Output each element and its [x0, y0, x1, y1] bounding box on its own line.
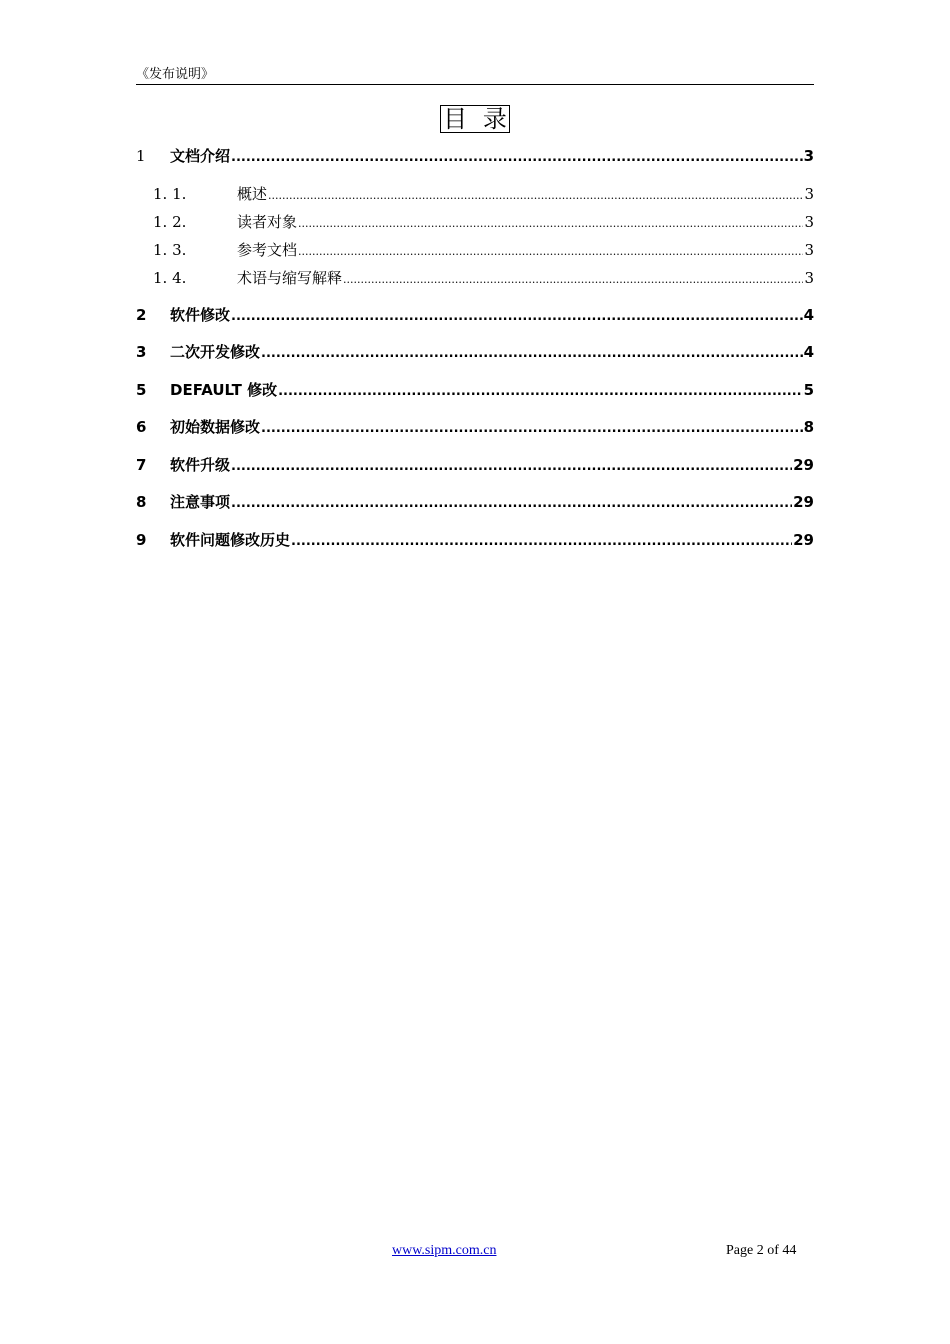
toc-entry-label[interactable]: 术语与缩写解释 — [237, 269, 343, 287]
toc-entry-number: 9 — [136, 531, 147, 549]
toc-entry-label[interactable]: 软件升级 — [170, 456, 231, 474]
toc-entry[interactable] — [136, 491, 814, 515]
toc-entry[interactable] — [136, 341, 814, 365]
toc-entry-page[interactable]: 4 — [803, 343, 814, 361]
toc-entry[interactable] — [136, 416, 814, 440]
toc-entry-number: 3 — [136, 343, 147, 361]
toc-entry[interactable] — [136, 304, 814, 328]
toc-entry[interactable] — [136, 211, 814, 235]
toc-entry-number: 1. 1. — [153, 185, 187, 203]
toc-entry-page[interactable]: 29 — [793, 456, 814, 474]
toc-entry-label[interactable]: DEFAULT 修改 — [170, 381, 278, 399]
toc-leader-dots — [231, 306, 803, 324]
toc-leader-dots — [231, 147, 803, 165]
toc-title-char-2: 录 — [482, 105, 507, 133]
toc-leader-dots — [298, 241, 803, 259]
toc-entry-page[interactable]: 3 — [804, 241, 814, 259]
toc-entry-page[interactable]: 3 — [804, 269, 814, 287]
toc-entry-label[interactable]: 文档介绍 — [170, 147, 231, 165]
toc-entry[interactable] — [136, 145, 814, 169]
toc-leader-dots — [231, 493, 792, 511]
toc-leader-dots — [278, 381, 802, 399]
toc-leader-dots — [298, 213, 803, 231]
toc-entry-label[interactable]: 概述 — [237, 185, 268, 203]
toc-entry[interactable] — [136, 529, 814, 553]
toc-entry-number: 6 — [136, 418, 147, 436]
toc-entry-page[interactable]: 4 — [803, 306, 814, 324]
toc-entry-page[interactable]: 29 — [793, 493, 814, 511]
toc-entry-page[interactable]: 3 — [804, 213, 814, 231]
toc-entry-label[interactable]: 读者对象 — [237, 213, 298, 231]
toc-entry-label[interactable]: 软件问题修改历史 — [170, 531, 291, 549]
toc-entry-number: 7 — [136, 456, 147, 474]
footer-website-link[interactable]: www.sipm.com.cn — [392, 1243, 497, 1258]
header-title: 《发布说明》 — [136, 67, 215, 82]
toc-entry-page[interactable]: 5 — [803, 381, 814, 399]
toc-leader-dots — [231, 456, 792, 474]
toc-entry[interactable] — [136, 267, 814, 291]
toc-entry-number: 1. 2. — [153, 213, 187, 231]
toc-entry-label[interactable]: 二次开发修改 — [170, 343, 261, 361]
toc-title-char-1: 目 — [443, 105, 468, 133]
toc-entry[interactable] — [136, 183, 814, 207]
toc-entry-number: 1. 3. — [153, 241, 187, 259]
toc-leader-dots — [343, 269, 803, 287]
toc-leader-dots — [261, 343, 803, 361]
toc-entry-number: 5 — [136, 381, 147, 399]
toc-entry-page[interactable]: 3 — [803, 147, 814, 165]
toc-entry-number: 8 — [136, 493, 147, 511]
footer-page-number: Page 2 of 44 — [726, 1243, 797, 1258]
toc-title — [440, 105, 510, 133]
toc-leader-dots — [268, 185, 803, 203]
toc-entry-page[interactable]: 29 — [793, 531, 814, 549]
toc-entry[interactable] — [136, 239, 814, 263]
toc-entry-number: 2 — [136, 306, 147, 324]
toc-title-wrap — [0, 105, 950, 133]
toc-entry-number: 1 — [136, 147, 146, 165]
toc-entry-label[interactable]: 参考文档 — [237, 241, 298, 259]
toc-entry-page[interactable]: 8 — [803, 418, 814, 436]
toc-entry-page[interactable]: 3 — [804, 185, 814, 203]
page-header — [136, 66, 814, 85]
toc-leader-dots — [261, 418, 803, 436]
toc-entry-label[interactable]: 初始数据修改 — [170, 418, 261, 436]
toc-entry[interactable] — [136, 379, 814, 403]
toc-leader-dots — [291, 531, 792, 549]
toc-entry-label[interactable]: 软件修改 — [170, 306, 231, 324]
toc-entry-number: 1. 4. — [153, 269, 187, 287]
toc-entry[interactable] — [136, 454, 814, 478]
toc-entry-label[interactable]: 注意事项 — [170, 493, 231, 511]
